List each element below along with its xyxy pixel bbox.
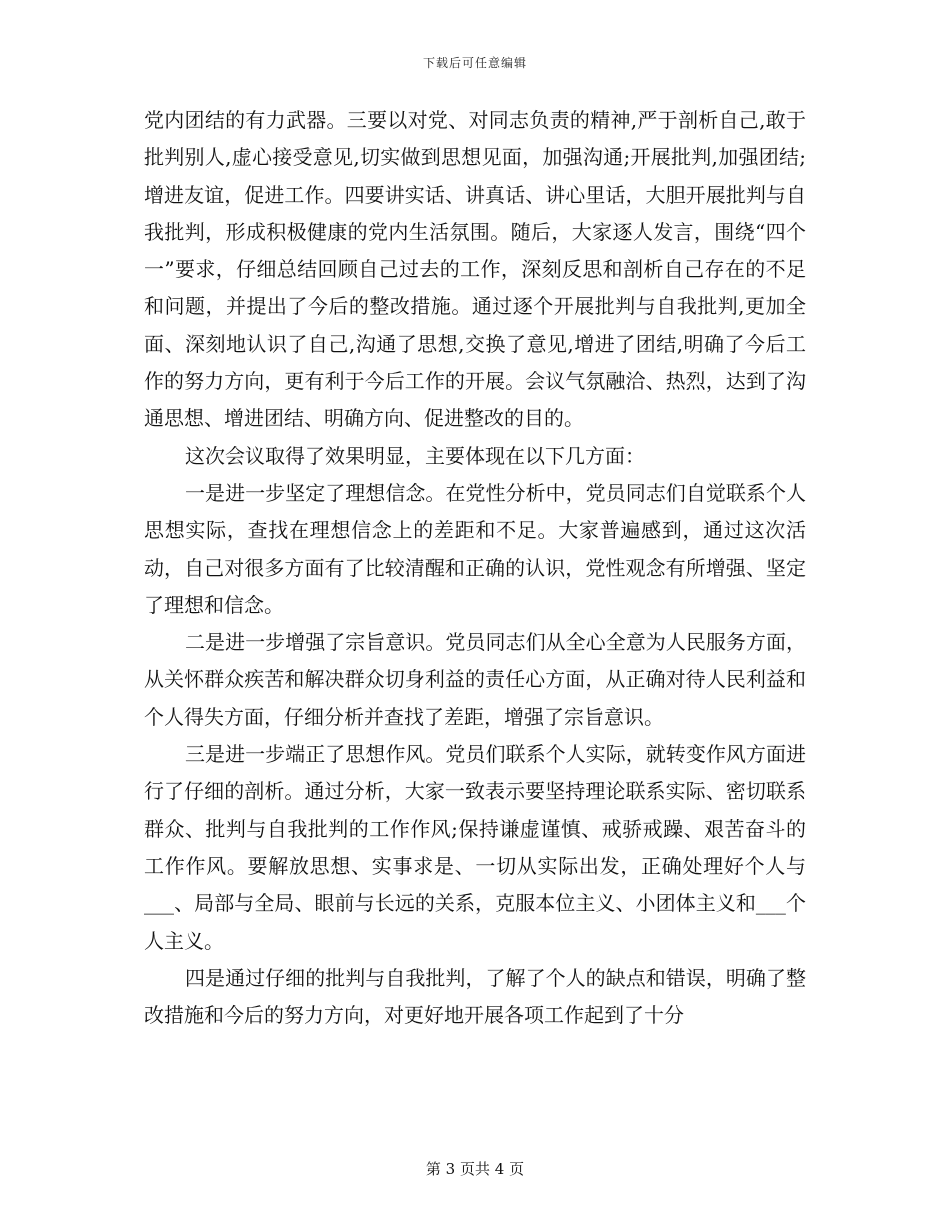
paragraph-point-two: 二是进一步增强了宗旨意识。党员同志们从全心全意为人民服务方面，从关怀群众疾苦和解决群众切身利益的责任心方面，从正确对待人民利益和个人得失方面，仔细分析并查找了差距，增强了宗旨意识。 (144, 630, 806, 729)
document-body (144, 102, 806, 1034)
paragraph-point-three: 三是进一步端正了思想作风。党员们联系个人实际，就转变作风方面进行了仔细的剖析。通过分析，大家一致表示要坚持理论联系实际、密切联系群众、批判与自我批判的工作作风;保持谦虚谨慎、戒骄戒躁、艰苦奋斗的工作作风。要解放思想、实事求是、一切从实际出发，正确处理好个人与___、局部与全局、眼前与长远的关系，克服本位主义、小团体主义和___个人主义。 (144, 742, 806, 953)
page-header-note: 下载后可任意编辑 (422, 56, 527, 70)
page-number: 第 3 页共 4 页 (425, 1160, 525, 1178)
paragraph-continuation: 党内团结的有力武器。三要以对党、对同志负责的精神,严于剖析自己,敢于批判别人,虚心接受意见,切实做到思想见面，加强沟通;开展批判,加强团结;增进友谊，促进工作。四要讲实话、讲真话、讲心里话，大胆开展批判与自我批判，形成积极健康的党内生活氛围。随后，大家逐人发言，围绕“四个一”要求，仔细总结回顾自己过去的工作，深刻反思和剖析自己存在的不足和问题，并提出了今后的整改措施。通过逐个开展批判与自我批判,更加全面、深刻地认识了自己,沟通了思想,交换了意见,增进了团结,明确了今后工作的努力方向，更有利于今后工作的开展。会议气氛融洽、热烈，达到了沟通思想、增进团结、明确方向、促进整改的目的。 (144, 108, 806, 431)
paragraph-point-one: 一是进一步坚定了理想信念。在党性分析中，党员同志们自觉联系个人思想实际，查找在理想信念上的差距和不足。大家普遍感到，通过这次活动，自己对很多方面有了比较清醒和正确的认识，党性观念有所增强、坚定了理想和信念。 (144, 480, 806, 617)
paragraph-summary-intro: 这次会议取得了效果明显，主要体现在以下几方面： (185, 443, 645, 468)
paragraph-point-four: 四是通过仔细的批判与自我批判，了解了个人的缺点和错误，明确了整改措施和今后的努力方向，对更好地开展各项工作起到了十分 (144, 965, 806, 1028)
